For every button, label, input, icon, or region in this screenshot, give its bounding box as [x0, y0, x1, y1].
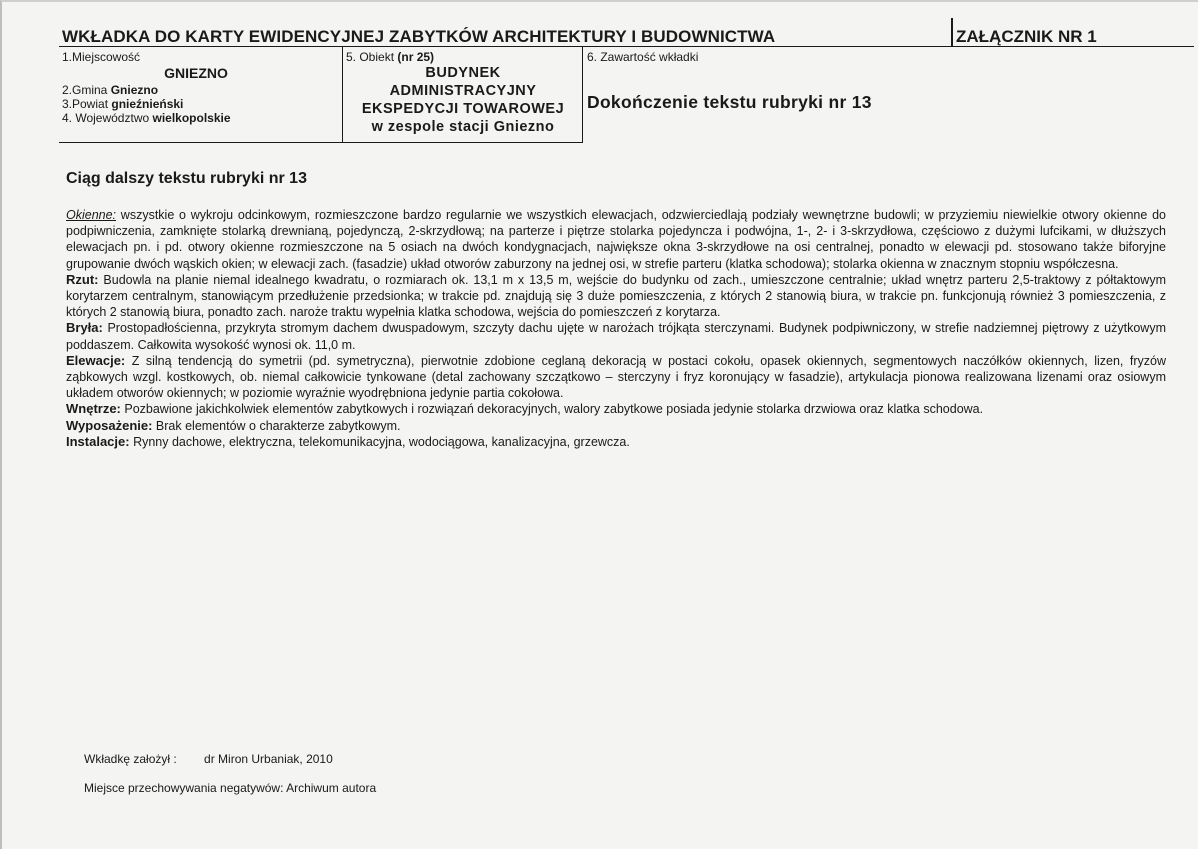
- header-separator: [951, 18, 953, 46]
- object-name-line-4: w zespole stacji Gniezno: [371, 119, 555, 135]
- instalacje-label: Instalacje:: [66, 433, 130, 449]
- header-rule: [59, 46, 1194, 47]
- storage-line: Miejsce przechowywania negatywów: Archiwum autora: [84, 781, 377, 795]
- wnetrze-label: Wnętrze:: [66, 401, 121, 417]
- wojewodztwo-label: 4. Województwo: [62, 111, 150, 125]
- location-cell: [62, 50, 340, 125]
- form-bottom-rule: [59, 142, 583, 143]
- author-line: [84, 752, 333, 766]
- gmina-label: 2.Gmina: [62, 83, 108, 97]
- instalacje-text: Rynny dachowe, elektryczna, telekomunikacyjna, wodociągowa, kanalizacyjna, grzewcza.: [129, 434, 630, 449]
- description-text: [66, 207, 1166, 450]
- column-divider-2: [582, 47, 583, 142]
- wojewodztwo-value: wielkopolskie: [152, 111, 231, 125]
- powiat-label: 3.Powiat: [62, 97, 109, 111]
- bryla-text: Prostopadłościenna, przykryta stromym dachem dwuspadowym, szczyty dachu ujęte w narożach trójkąta sterczynami. Budynek podpiwniczony, w strefie nadziemnej piętrowy z użytkowym poddaszem. Całkowita wysokość wynosi ok. 11,0 m.: [66, 321, 1166, 352]
- object-label: 5. Obiekt: [346, 50, 395, 64]
- object-name-line-2: ADMINISTRACYJNY: [389, 83, 537, 99]
- rzut-label: Rzut:: [66, 271, 99, 287]
- okienne-paragraph: [66, 207, 1166, 272]
- okienne-label: Okienne:: [66, 208, 117, 222]
- author-label: Wkładkę założył :: [84, 752, 177, 766]
- author-value: dr Miron Urbaniak, 2010: [204, 752, 333, 766]
- object-name-line-1: BUDYNEK: [425, 65, 501, 81]
- contents-label: 6. Zawartość wkładki: [587, 50, 699, 64]
- wnetrze-text: Pozbawione jakichkolwiek elementów zabytkowych i rozwiązań dekoracyjnych, walory zabytkowe posiada jedynie stolarka drzwiowa oraz klatka schodowa.: [120, 402, 984, 417]
- column-divider-1: [342, 47, 343, 142]
- object-number: (nr 25): [397, 50, 435, 64]
- attachment-number: ZAŁĄCZNIK NR 1: [956, 27, 1097, 46]
- object-cell: [346, 50, 580, 136]
- gmina-value: Gniezno: [110, 83, 159, 97]
- card-title: WKŁADKA DO KARTY EWIDENCYJNEJ ZABYTKÓW ARCHITEKTURY I BUDOWNICTWA: [62, 27, 776, 46]
- wyposazenie-paragraph: [66, 418, 1166, 434]
- wyposazenie-label: Wyposażenie:: [66, 417, 153, 433]
- rzut-text: Budowla na planie niemal idealnego kwadratu, o rozmiarach ok. 13,1 m x 13,5 m, wejście do budynku od zach., umieszczone centralnie; układ wnętrz parteru 2,5-traktowy z półtaktowym korytarzem centralnym, stanowiącym przedłużenie przedsionka; w trakcie pd. znajdują się 3 duże pomieszczenia, z których 2 stanowią biura, w trakcie pn. funkcjonują również 3 pomieszczenia, z których 2 stanowią biura, ponadto zach. naroże traktu wypełnia klatka schodowa, wejścia do pomieszczeń z korytarza.: [66, 272, 1166, 320]
- bryla-label: Bryła:: [66, 320, 103, 336]
- instalacje-paragraph: [66, 434, 1166, 450]
- miejscowosc-value: GNIEZNO: [164, 65, 228, 81]
- wnetrze-paragraph: [66, 401, 1166, 417]
- object-name-line-3: EKSPEDYCJI TOWAROWEJ: [361, 101, 565, 117]
- miejscowosc-label: 1.Miejscowość: [62, 50, 141, 64]
- elewacje-text: Z silną tendencją do symetrii (pd. symetryczna), pierwotnie zdobione ceglaną dekoracją w postaci cokołu, opasek okiennych, segmentowych naczółków okiennych, lizen, fryzów ząbkowych wzgl. kostkowych, ob. niemal całkowicie tynkowane (detal zachowany szczątkowo – sterczyny i fryz koronujący w fasadzie), artykulacja pionowa realizowana lizenami oraz osiowym układem otworów okiennych; w poziomie wyraźnie wyodrębniona jedynie partia cokołowa.: [66, 353, 1166, 401]
- powiat-value: gnieźnieński: [111, 97, 184, 111]
- contents-cell: [587, 50, 1187, 112]
- rzut-paragraph: [66, 272, 1166, 321]
- contents-value: Dokończenie tekstu rubryki nr 13: [587, 92, 872, 112]
- section-title: Ciąg dalszy tekstu rubryki nr 13: [66, 170, 307, 187]
- okienne-text: wszystkie o wykroju odcinkowym, rozmieszczone bardzo regularnie we wszystkich elewacjach, odzwierciedlają podziały wewnętrzne budowli; w przyziemiu niewielkie otwory okienne do podpiwniczenia, zamknięte stolarką drewnianą, pojedynczą, 2-skrzydłową; na parterze i piętrze stolarka pojedyncza i podwójna, 1-, 2- i 3-skrzydłowa, częściowo z dużymi lufcikami, w dłuższych elewacjach pn. i pd. otwory okienne rozmieszczone na 5 osiach na dwóch kondygnacjach, największe okna 3-skrzydłowe na osi centralnej, ponadto w elewacji pd. stosowano także biforyjne grupowanie dwóch wąskich okien; w elewacji zach. (fasadzie) układ otworów zaburzony na jednej osi, w strefie parteru (klatka schodowa); stolarka okienna w znacznym stopniu współczesna.: [66, 208, 1166, 271]
- elewacje-label: Elewacje:: [66, 352, 126, 368]
- wyposazenie-text: Brak elementów o charakterze zabytkowym.: [152, 418, 401, 433]
- bryla-paragraph: [66, 320, 1166, 352]
- elewacje-paragraph: [66, 353, 1166, 402]
